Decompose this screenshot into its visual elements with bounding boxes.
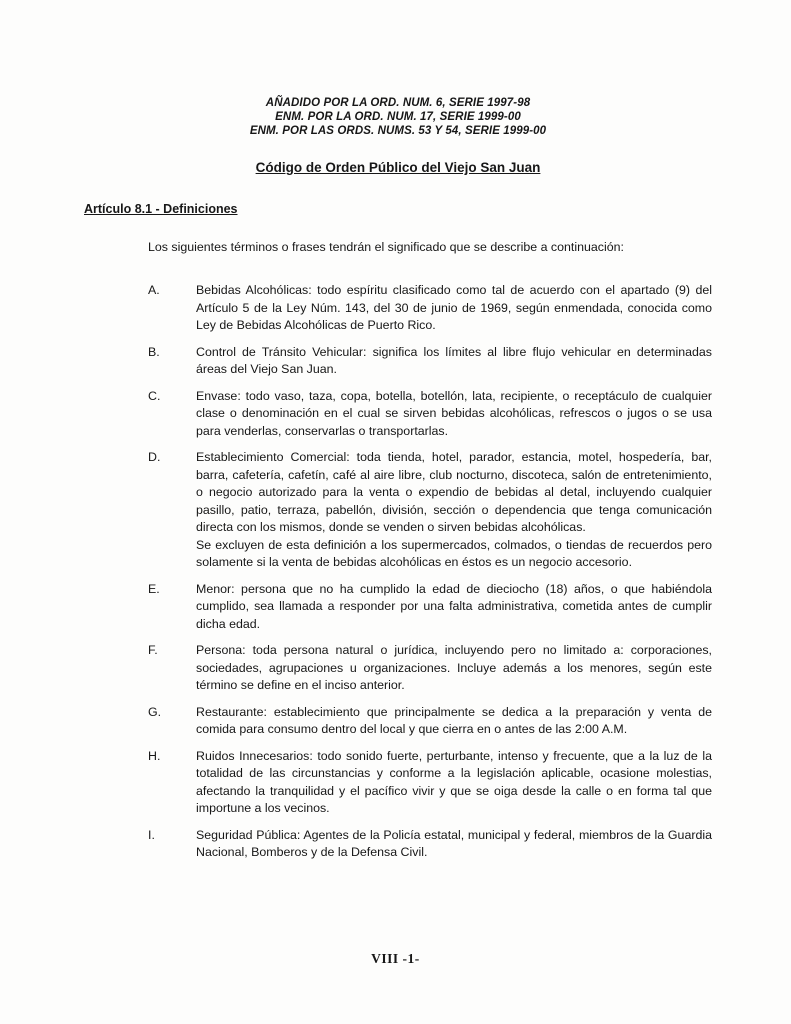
definition-body — [196, 388, 712, 441]
definitions-list — [148, 282, 712, 862]
page-number: VIII -1- — [371, 951, 420, 966]
definition-text: Establecimiento Comercial: toda tienda, hotel, parador, estancia, motel, hospedería, bar, barra, cafetería, cafetín, café al aire libre, club nocturno, discoteca, salón de entretenimiento, o negocio autorizado para la venta o expendio de bebidas al detal, incluyendo cualquier pasillo, patio, terraza, pabellón, división, sección o dependencia que tenga comunicación directa con los mismos, donde se venden o sirven bebidas alcohólicas. — [196, 450, 712, 534]
definition-item-c — [148, 388, 712, 441]
definition-text: Seguridad Pública: Agentes de la Policía estatal, municipal y federal, miembros de la Guardia Nacional, Bomberos y de la Defensa Civil. — [196, 827, 712, 859]
section-heading: Artículo 8.1 - Definiciones — [84, 202, 238, 216]
definition-letter: I. — [148, 827, 155, 842]
ordinance-header-line: ENM. POR LAS ORDS. NUMS. 53 Y 54, SERIE 1999-00 — [249, 125, 547, 137]
definition-item-a — [148, 282, 712, 335]
definition-body — [196, 282, 712, 335]
definition-body — [196, 581, 712, 634]
definition-letter: F. — [148, 643, 158, 657]
definition-letter: B. — [148, 344, 160, 359]
definition-text: Envase: todo vaso, taza, copa, botella, botellón, lata, recipiente, o receptáculo de cualquier clase o denominación en el cual se sirven bebidas alcohólicas, refrescos o jugos o se usa para venderlas, conservarlas o transportarlas. — [196, 388, 712, 438]
definition-item-d — [148, 449, 712, 572]
definition-letter: G. — [148, 704, 162, 719]
definition-text: Restaurante: establecimiento que principalmente se dedica a la preparación y venta de comida para consumo dentro del local y que cierra en o antes de las 2:00 A.M. — [196, 704, 712, 736]
definition-body — [196, 642, 712, 695]
definition-text: Se excluyen de esta definición a los supermercados, colmados, o tiendas de recuerdos pero solamente si la venta de bebidas alcohólicas en éstos es un negocio accesorio. — [196, 537, 712, 569]
definition-body — [196, 748, 712, 818]
definition-text: Ruidos Innecesarios: todo sonido fuerte, perturbante, intenso y frecuente, que a la luz de la totalidad de las circunstancias y conforme a la legislación aplicable, ocasione molestias, afectando la tranquilidad y el pacífico vivir y que se oiga desde la calle o en forma tal que importune a los vecinos. — [196, 748, 712, 815]
definition-item-i — [148, 827, 712, 862]
definition-item-h — [148, 748, 712, 818]
definition-body — [196, 704, 712, 739]
definition-item-f — [148, 642, 712, 695]
definition-item-g — [148, 704, 712, 739]
definition-letter: D. — [148, 450, 161, 464]
definition-body — [196, 827, 712, 862]
definition-text: Control de Tránsito Vehicular: significa los límites al libre flujo vehicular en determinadas áreas del Viejo San Juan. — [196, 344, 712, 376]
ordinance-header — [84, 96, 712, 138]
ordinance-header-line: ENM. POR LA ORD. NUM. 17, SERIE 1999-00 — [275, 111, 521, 123]
definition-body — [196, 449, 712, 572]
definition-item-e — [148, 581, 712, 634]
definition-letter: E. — [148, 581, 160, 596]
definition-letter: C. — [148, 388, 161, 403]
document-title: Código de Orden Público del Viejo San Juan — [255, 160, 541, 175]
definition-text: Bebidas Alcohólicas: todo espíritu clasificado como tal de acuerdo con el apartado (9) del Artículo 5 de la Ley Núm. 143, del 30 de junio de 1969, según enmendada, conocida como Ley de Bebidas Alcohólicas de Puerto Rico. — [196, 283, 712, 332]
ordinance-header-line: AÑADIDO POR LA ORD. NUM. 6, SERIE 1997-98 — [265, 97, 531, 109]
definition-text: Persona: toda persona natural o jurídica, incluyendo pero no limitado a: corporaciones, sociedades, agrupaciones u organizaciones. Incluye además a los menores, según este término se define en el inciso anterior. — [196, 643, 712, 692]
definition-item-b — [148, 344, 712, 379]
definition-letter: H. — [148, 748, 161, 763]
definition-body — [196, 344, 712, 379]
intro-paragraph: Los siguientes términos o frases tendrán el significado que se describe a continuación: — [148, 240, 624, 254]
definition-text: Menor: persona que no ha cumplido la edad de dieciocho (18) años, o que habiéndola cumplido, sea llamada a responder por una falta administrativa, cometida antes de cumplir dicha edad. — [196, 581, 712, 631]
definition-letter: A. — [148, 283, 160, 297]
